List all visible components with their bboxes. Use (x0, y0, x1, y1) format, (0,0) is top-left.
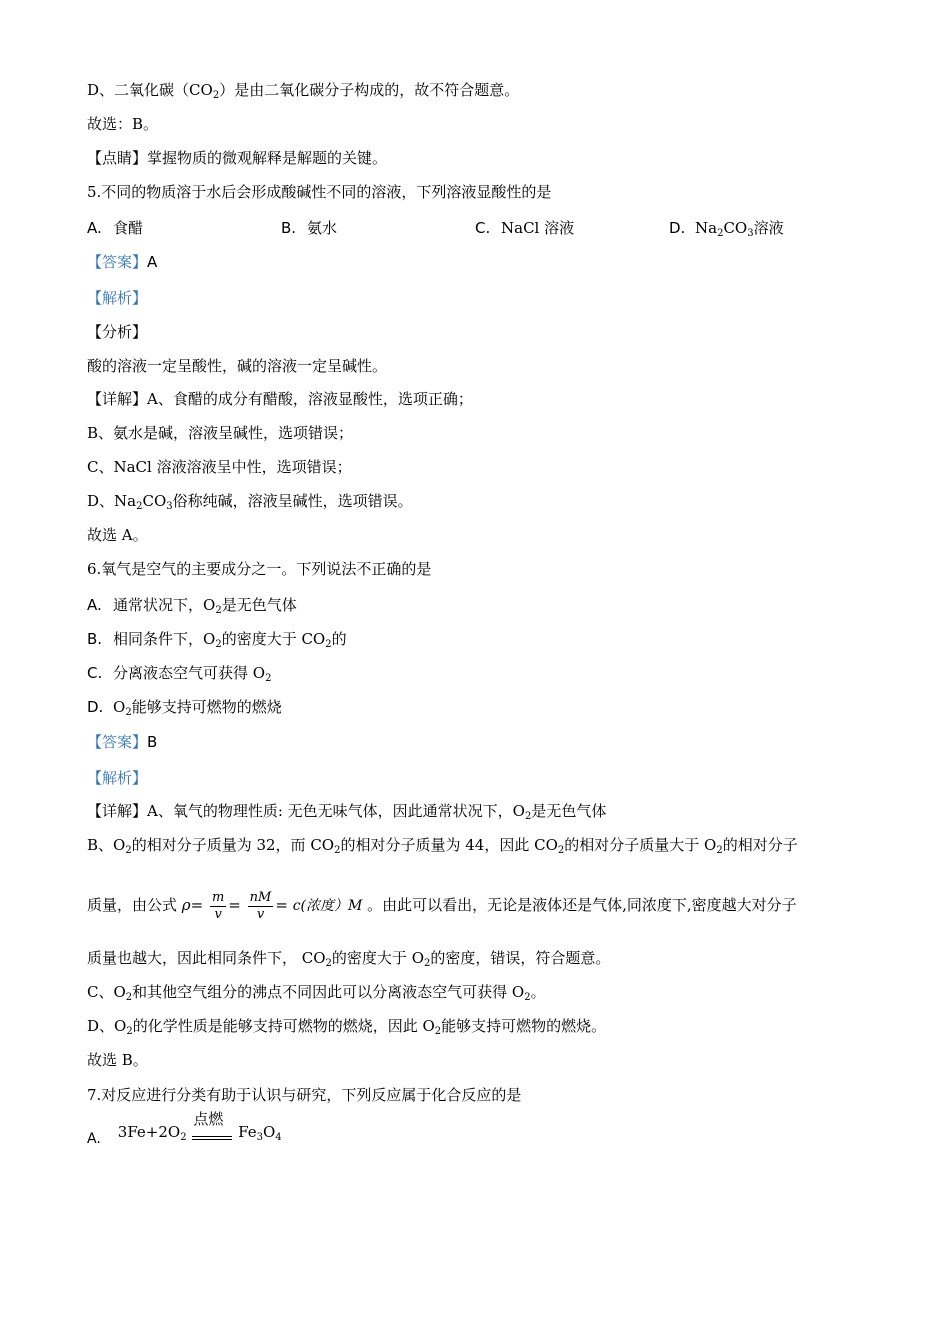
q6-detail-a: 【详解】A、氧气的物理性质: 无色无味气体，因此通常状况下，$O_2$是无色气体 (87, 802, 607, 822)
q5-option-a: A. 食醋 (87, 219, 144, 237)
q6-stem: 6.氧气是空气的主要成分之一。下列说法不正确的是 (87, 560, 432, 578)
q5-option-d: D. $Na_2CO_3$溶液 (669, 219, 784, 239)
q5-detail-c: C、NaCl 溶液溶液呈中性，选项错误； (87, 458, 352, 476)
prev-tip: 【点睛】掌握物质的微观解释是解题的关键。 (87, 149, 388, 167)
q6-analysis-tag: 【解析】 (87, 769, 148, 787)
q5-detail-d: D、$Na_2CO_3$俗称纯碱，溶液呈碱性，选项错误。 (87, 492, 413, 512)
q6-answer: 【答案】B (87, 733, 158, 751)
prev-option-d-explanation: D、二氧化碳$(CO_2)$是由二氧化碳分子构成的，故不符合题意。 (87, 81, 520, 101)
q5-fenxi-tag: 【分析】 (87, 323, 148, 341)
q6-detail-c: C、$O_2$和其他空气组分的沸点不同因此可以分离液态空气可获得 $O_2$。 (87, 983, 546, 1003)
q6-formula-line: 质量，由公式 ρ= $\frac{m}{v}$ = $\frac{nM}{v}$ = c(浓度）M 。由此可以看出，无论是液体还是气体,同浓度下,密度越大对分子 (87, 889, 797, 922)
q5-fenxi: 酸的溶液一定呈酸性，碱的溶液一定呈碱性。 (87, 357, 388, 375)
q6-detail-b-cont: 质量也越大，因此相同条件下， $CO_2$的密度大于 $O_2$的密度，错误，符合题意。 (87, 949, 611, 969)
q6-option-d: D. $O_2$能够支持可燃物的燃烧 (87, 698, 282, 718)
q5-detail-b: B、氨水是碱，溶液呈碱性，选项错误； (87, 424, 354, 442)
rho-symbol: ρ (181, 896, 191, 914)
q7-stem: 7.对反应进行分类有助于认识与研究，下列反应属于化合反应的是 (87, 1086, 522, 1104)
q7-option-a-equation: A. $3Fe+2O_2$ 点燃 $Fe_3O_4$ (87, 1110, 282, 1147)
q5-answer: 【答案】A (87, 253, 158, 271)
q5-option-b: B. 氨水 (281, 219, 338, 237)
q5-stem: 5.不同的物质溶于水后会形成酸碱性不同的溶液，下列溶液显酸性的是 (87, 183, 552, 201)
q6-choice: 故选 B。 (87, 1051, 148, 1069)
q6-detail-b: B、$O_2$的相对分子质量为 32，而 $CO_2$的相对分子质量为 44，因此 $CO_2$的相对分子质量大于 $O_2$的相对分子 (87, 836, 798, 856)
q5-choice: 故选 A。 (87, 526, 148, 544)
q6-option-a: A. 通常状况下，$O_2$是无色气体 (87, 596, 297, 616)
q6-detail-d: D、$O_2$的化学性质是能够支持可燃物的燃烧，因此 $O_2$能够支持可燃物的燃烧。 (87, 1017, 607, 1037)
q6-option-b: B. 相同条件下，$O_2$的密度大于 $CO_2$的 (87, 630, 347, 650)
reaction-condition-arrow: 点燃 (192, 1122, 232, 1144)
q6-option-c: C. 分离液态空气可获得 $O_2$ (87, 664, 272, 684)
q5-detail-a: 【详解】A、食醋的成分有醋酸，溶液显酸性，选项正确； (87, 390, 473, 408)
fraction-m-over-v: $\frac{m}{v}$ (211, 889, 225, 922)
q5-analysis-tag: 【解析】 (87, 289, 148, 307)
prev-choice: 故选：B。 (87, 115, 159, 133)
concentration-term: c(浓度）M (292, 898, 363, 914)
fraction-nm-over-v: $\frac{nM}{v}$ (249, 889, 272, 922)
q5-option-c: C. NaCl 溶液 (475, 219, 575, 237)
